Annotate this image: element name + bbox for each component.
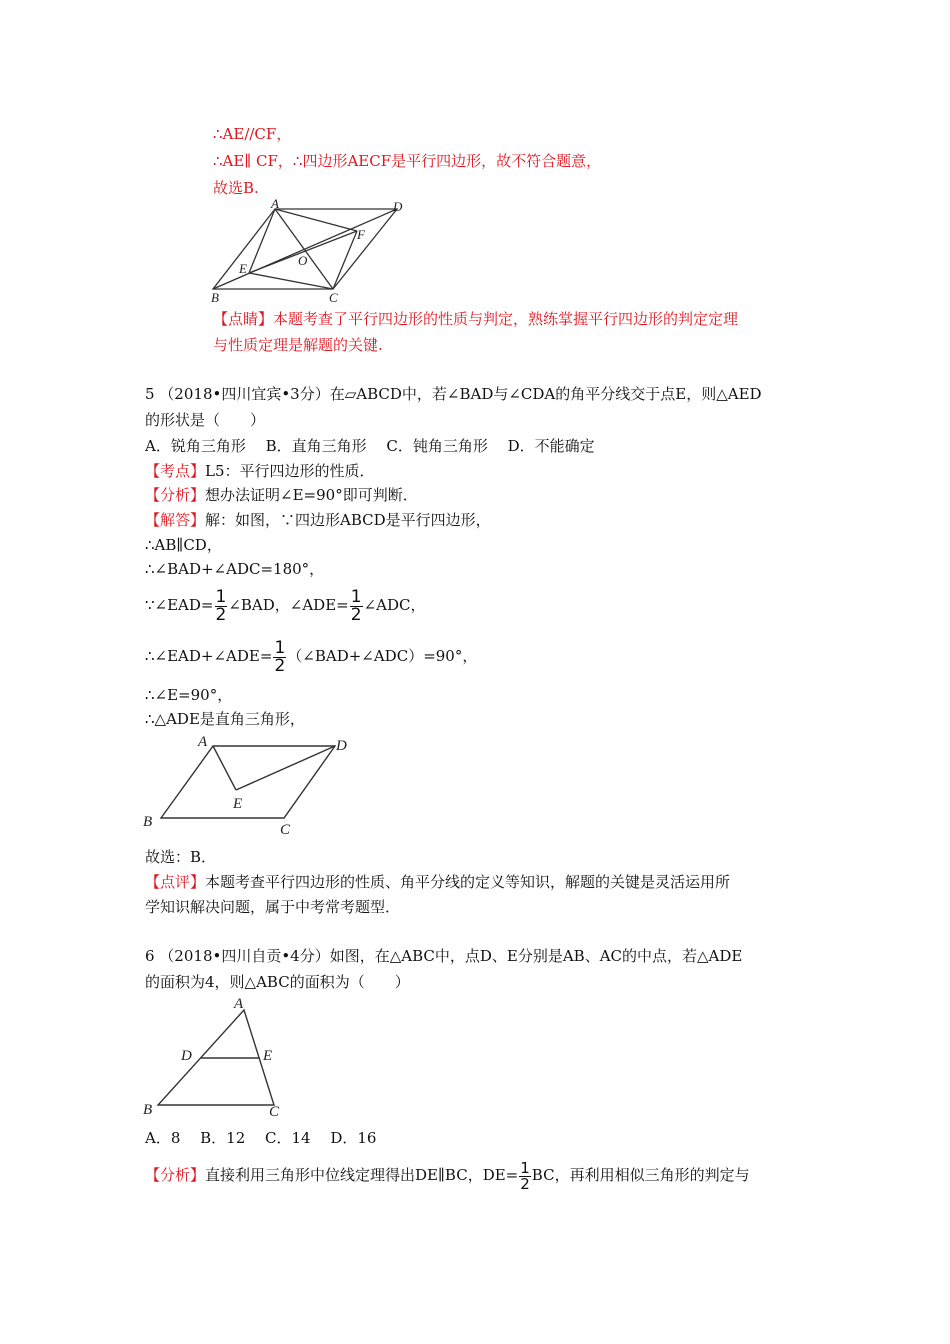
fenxi-part-a: 直接利用三角形中位线定理得出DE∥BC，DE= bbox=[205, 1166, 519, 1184]
dianjing-tag: 【点睛】 bbox=[213, 310, 274, 328]
jieda-text: 解：如图，∵四边形ABCD是平行四边形， bbox=[205, 511, 491, 529]
fig2-label-b: B bbox=[143, 814, 153, 830]
step3-part-b: ∠BAD，∠ADE= bbox=[228, 596, 349, 614]
fraction-denominator: 2 bbox=[274, 655, 286, 676]
kaodian-tag: 【考点】 bbox=[145, 462, 206, 480]
fraction-half bbox=[273, 637, 286, 676]
step3-part-c: ∠ADC， bbox=[363, 596, 426, 614]
solution-line-1: ∴AE//CF， bbox=[213, 125, 292, 143]
fraction-numerator: 1 bbox=[350, 586, 362, 607]
step3-part-a: ∵∠EAD= bbox=[145, 596, 214, 614]
parallelogram-figure-1 bbox=[205, 198, 420, 306]
q5-stem-line-1: 5 （2018•四川宜宾•3分）在▱ABCD中，若∠BAD与∠CDA的角平分线交于点E，则△AED bbox=[145, 385, 762, 403]
triangle-figure bbox=[140, 992, 290, 1120]
dianping-tag: 【点评】 bbox=[145, 873, 206, 891]
fig3-label-b: B bbox=[143, 1102, 153, 1118]
fig3-label-e: E bbox=[263, 1048, 273, 1064]
jieda-tag: 【解答】 bbox=[145, 511, 206, 529]
step4-part-b: （∠BAD+∠ADC）=90°， bbox=[287, 647, 478, 665]
fenxi-text: 想办法证明∠E=90°即可判断． bbox=[205, 486, 418, 504]
q5-options: A．锐角三角形 B．直角三角形 C．钝角三角形 D．不能确定 bbox=[145, 437, 595, 455]
fig2-label-d: D bbox=[336, 738, 347, 754]
fig3-label-d: D bbox=[181, 1048, 192, 1064]
fig1-label-e: E bbox=[239, 261, 247, 276]
fig1-label-d: D bbox=[393, 199, 403, 214]
fenxi-part-b: BC，再利用相似三角形的判定与 bbox=[531, 1166, 750, 1184]
q5-stem-line-2: 的形状是（ ） bbox=[145, 411, 266, 429]
fenxi-tag: 【分析】 bbox=[145, 1166, 206, 1184]
fig3-label-a: A bbox=[234, 996, 244, 1012]
fraction-half bbox=[519, 1158, 531, 1193]
fraction-numerator: 1 bbox=[215, 586, 227, 607]
q5-kaodian bbox=[145, 460, 375, 482]
fraction-denominator: 2 bbox=[520, 1174, 530, 1193]
q5-step-3 bbox=[145, 580, 425, 630]
q5-step-2: ∴∠BAD+∠ADC=180°， bbox=[145, 560, 325, 578]
fraction-half bbox=[215, 586, 228, 625]
fraction-half bbox=[350, 586, 363, 625]
fig1-label-o: O bbox=[298, 253, 308, 268]
fraction-numerator: 1 bbox=[274, 637, 286, 658]
q5-step-1: ∴AB∥CD， bbox=[145, 536, 222, 554]
dianjing-comment-line-1 bbox=[213, 308, 738, 330]
q6-fenxi bbox=[145, 1152, 750, 1198]
fig2-label-e: E bbox=[233, 796, 243, 812]
q6-options: A．8 B．12 C．14 D．16 bbox=[145, 1129, 377, 1147]
solution-line-2: ∴AE∥ CF，∴四边形AECF是平行四边形，故不符合题意， bbox=[213, 152, 602, 170]
q5-dianping-line-1 bbox=[145, 871, 730, 893]
parallelogram-figure-2 bbox=[140, 732, 365, 840]
q5-fenxi bbox=[145, 484, 418, 506]
step4-part-a: ∴∠EAD+∠ADE= bbox=[145, 647, 273, 665]
dianjing-comment-line-2: 与性质定理是解题的关键. bbox=[213, 336, 383, 354]
q6-stem-line-2: 的面积为4，则△ABC的面积为（ ） bbox=[145, 973, 410, 991]
q5-jieda bbox=[145, 509, 491, 531]
kaodian-text: L5：平行四边形的性质． bbox=[205, 462, 375, 480]
dianping-text: 本题考查平行四边形的性质、角平分线的定义等知识，解题的关键是灵活运用所 bbox=[205, 873, 731, 891]
fig2-label-c: C bbox=[280, 822, 291, 838]
solution-line-3: 故选B. bbox=[213, 179, 259, 197]
q5-step-6: ∴△ADE是直角三角形， bbox=[145, 710, 305, 728]
fig1-label-c: C bbox=[329, 290, 338, 305]
fraction-denominator: 2 bbox=[215, 604, 227, 625]
fraction-numerator: 1 bbox=[520, 1158, 530, 1177]
q5-dianping-line-2: 学知识解决问题，属于中考常考题型． bbox=[145, 898, 401, 916]
fig2-label-a: A bbox=[198, 734, 208, 750]
fig1-label-f: F bbox=[357, 227, 365, 242]
q5-step-4 bbox=[145, 631, 477, 681]
q5-step-5: ∴∠E=90°， bbox=[145, 686, 233, 704]
dianjing-text: 本题考查了平行四边形的性质与判定，熟练掌握平行四边形的判定定理 bbox=[273, 310, 739, 328]
q5-answer: 故选：B． bbox=[145, 848, 217, 866]
fig3-label-c: C bbox=[269, 1104, 280, 1120]
q6-stem-line-1: 6 （2018•四川自贡•4分）如图，在△ABC中，点D、E分别是AB、AC的中点，若△ADE bbox=[145, 947, 743, 965]
fenxi-tag: 【分析】 bbox=[145, 486, 206, 504]
fig1-label-a: A bbox=[271, 198, 279, 211]
fig1-label-b: B bbox=[211, 290, 219, 305]
fraction-denominator: 2 bbox=[350, 604, 362, 625]
